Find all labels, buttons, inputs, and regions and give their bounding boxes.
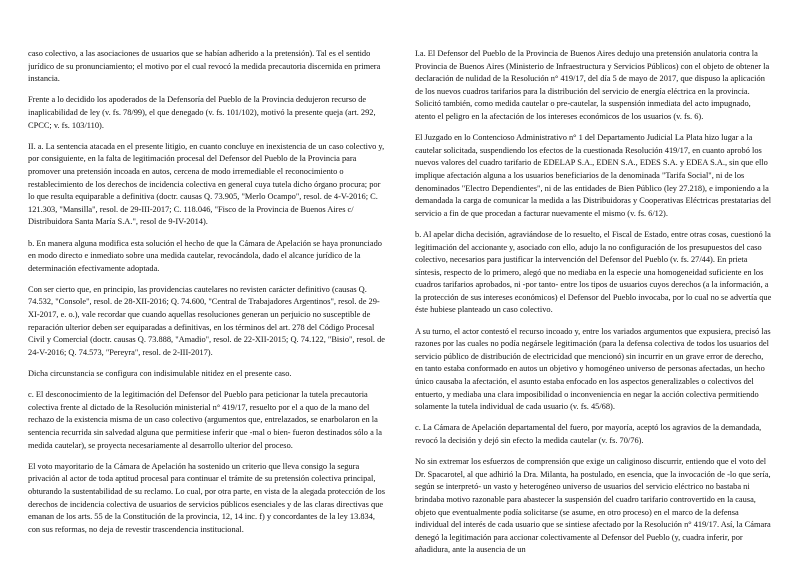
paragraph: I.a. El Defensor del Pueblo de la Provincia de Buenos Aires dedujo una pretensión anulatoria contra la Provincia de Buenos Aires (Ministerio de Infraestructura y Servicios Públicos) con el objeto de obtener la declaración de nulidad de la Resolución n° 419/17, del día 5 de mayo de 2017, que dispuso la aplicación de los nuevos cuadros tarifarios para la distribución del servicio de energía eléctrica en la provincia. Solicitó también, como medida cautelar o pre-cautelar, la suspensión inmediata del acto impugnado, atento el peligro en la afectación de los intereses económicos de los usuarios (v. fs. 6). [415, 49, 770, 121]
paragraph: b. Al apelar dicha decisión, agraviándose de lo resuelto, el Fiscal de Estado, entre otras cosas, cuestionó la legitimación del accionante y, asociado con ello, adujo la no configuración de los presupuestos del caso colectivo, necesarios para justificar la intervención del Defensor del Pueblo (v. fs. 27/44). En prieta síntesis, respecto de lo primero, alegó que no mediaba en la especie una homogeneidad suficiente en los cuadros tarifarios aprobados, ni -por tanto- entre los tipos de usuarios cuyos derechos (a la información, a la protección de sus intereses económicos) el Defensor del Pueblo invocaba, por lo cual no se advertía que éste hubiese planteado un caso colectivo. [415, 229, 772, 315]
paragraph: El voto mayoritario de la Cámara de Apelación ha sostenido un criterio que lleva consigo la segura privación al actor de toda aptitud procesal para continuar el trámite de su pretensión colectiva principal, obturando la sustentabilidad de su reclamo. Lo cual, por otra parte, en vista de la alegada protección de los derechos de incidencia colectiva de usuarios de servicios públicos esenciales y de las claras directivas que emanan de los arts. 55 de la Constitución de la provincia, 12, 14 inc. f) y concordantes de la ley 13.834, con sus reformas, no deja de revestir trascendencia institucional. [28, 461, 385, 534]
paragraph: Frente a lo decidido los apoderados de la Defensoría del Pueblo de la Provincia dedujeron recurso de inaplicabilidad de ley (v. fs. 78/99), el que denegado (v. fs. 101/102), motivó la presente queja (art. 292, CPCC; v. fs. 103/110). [28, 95, 376, 130]
paragraph: El Juzgado en lo Contencioso Administrativo n° 1 del Departamento Judicial La Plata hizo lugar a la cautelar solicitada, suspendiendo los efectos de la cuestionada Resolución 419/17, en cuanto aprobó los nuevos valores del cuadro tarifario de EDELAP S.A., EDEN S.A., EDES S.A. y EDEA S.A., sin que ello implique afectación alguna a los usuarios beneficiarios de la denominada "Tarifa Social", ni de los denominados "Electro Dependientes", ni de las entidades de Bien Público (ley 27.218), e imponiendo a la demandada la carga de comunicar la medida a las Distribuidoras y Cooperativas Eléctricas prestatarias del servicio a fin de que procedan a facturar nuevamente el mismo (v. fs. 6/12). [415, 133, 772, 218]
paragraph: Con ser cierto que, en principio, las providencias cautelares no revisten carácter definitivo (causas Q. 74.532, "Console", resol. de 28-XII-2016; Q. 74.600, "Central de Trabajadores Argentinos", resol. de 29-XI-2017, e. o.), vale recordar que cuando aquellas resoluciones generan un perjuicio no susceptible de reparación ulterior deben ser equiparadas a definitivas, en los términos del art. 278 del Código Procesal Civil y Comercial (doctr. causas Q. 73.888, "Amadio", resol. de 22-XII-2015; Q. 74.122, "Bisio", resol. de 24-V-2016; Q. 74.573, "Pereyra", resol. de 2-III-2017). [28, 284, 385, 357]
paragraph: II. a. La sentencia atacada en el presente litigio, en cuanto concluye en inexistencia de un caso colectivo y, por consiguiente, en la falta de legitimación procesal del Defensor del Pueblo de la Provincia para promover una pretensión incoada en autos, cercena de modo irremediable el reconocimiento o restablecimiento de los derechos de incidencia colectiva en general cuya tutela dicho órgano procura; por lo que resulta equiparable a definitiva (doctr. causas Q. 73.905, "Merlo Ocampo", resol. de 4-V-2016; C. 121.303, "Mansilla", resol. de 29-III-2017; C. 118.046, "Fisco de la Provincia de Buenos Aires c/ Distribuidora Santa María S.A.", resol de 9-IV-2014). [28, 141, 385, 227]
paragraph: No sin extremar los esfuerzos de comprensión que exige un caliginoso discurrir, entiendo que el voto del Dr. Spacarotel, al que adhirió la Dra. Milanta, ha postulado, en esencia, que la invocación de -lo que sería, según se interpretó- un vasto y heterogéneo universo de usuarios del servicio eléctrico no bastaba ni brindaba motivo razonable para abastecer la suspensión del cuadro tarifario controvertido en la causa, objeto que eventualmente podía solicitarse (se asume, en otro proceso) en el marco de la defensa individual del interés de cada usuario que se sintiese afectado por la Resolución n° 419/17. Así, la Cámara denegó la legitimación para accionar colectivamente al Defensor del Pueblo (y, cuadra inferir, por añadidura, ante la ausencia de un [415, 457, 771, 555]
right-column [415, 48, 772, 579]
paragraph: c. El desconocimiento de la legitimación del Defensor del Pueblo para peticionar la tutela precautoria colectiva frente al dictado de la Resolución ministerial n° 419/17, resuelto por el a quo de la mano del rechazo de la existencia misma de un caso colectivo (argumentos que, entrelazados, se enarbolaron en la sentencia recurrida sin salvedad alguna que permitiese inferir que -mal o bien- fueron destinados sólo a la medida cautelar), se proyecta necesariamente al desarrollo ulterior del proceso. [28, 390, 382, 450]
paragraph: b. En manera alguna modifica esta solución el hecho de que la Cámara de Apelación se haya pronunciado en modo directo e inmediato sobre una medida cautelar, revocándola, dado el alcance jurídico de la determinación efectivamente adoptada. [28, 238, 382, 273]
paragraph: c. La Cámara de Apelación departamental del fuero, por mayoría, aceptó los agravios de la demandada, revocó la decisión y dejó sin efecto la medida cautelar (v. fs. 70/76). [415, 423, 762, 445]
paragraph: A su turno, el actor contestó el recurso incoado y, entre los variados argumentos que expusiera, precisó las razones por las cuales no podía negársele legitimación (para la defensa colectiva de todos los usuarios del servicio público de distribución de electricidad que mencionó) sin incurrir en un grave error de derecho, en tanto estaba conformado en autos un objetivo y homogéneo universo de personas afectadas, un hecho único causaba la afectación, el asunto estaba enfocado en los aspectos generalizables o colectivos del entuerto, y mediaba una clara imposibilidad o inconveniencia en negar la acción colectiva permitiendo solamente la tutela individual de cada usuario (v. fs. 45/68). [415, 326, 771, 412]
paragraph: Dicha circunstancia se configura con indisimulable nitidez en el presente caso. [28, 369, 292, 379]
paragraph: caso colectivo, a las asociaciones de usuarios que se habían adherido a la pretensión). Tal es el sentido jurídico de su pronunciamiento; el motivo por el cual revocó la medida precautoria discernida en primera instancia. [28, 49, 381, 84]
left-column [28, 48, 385, 579]
